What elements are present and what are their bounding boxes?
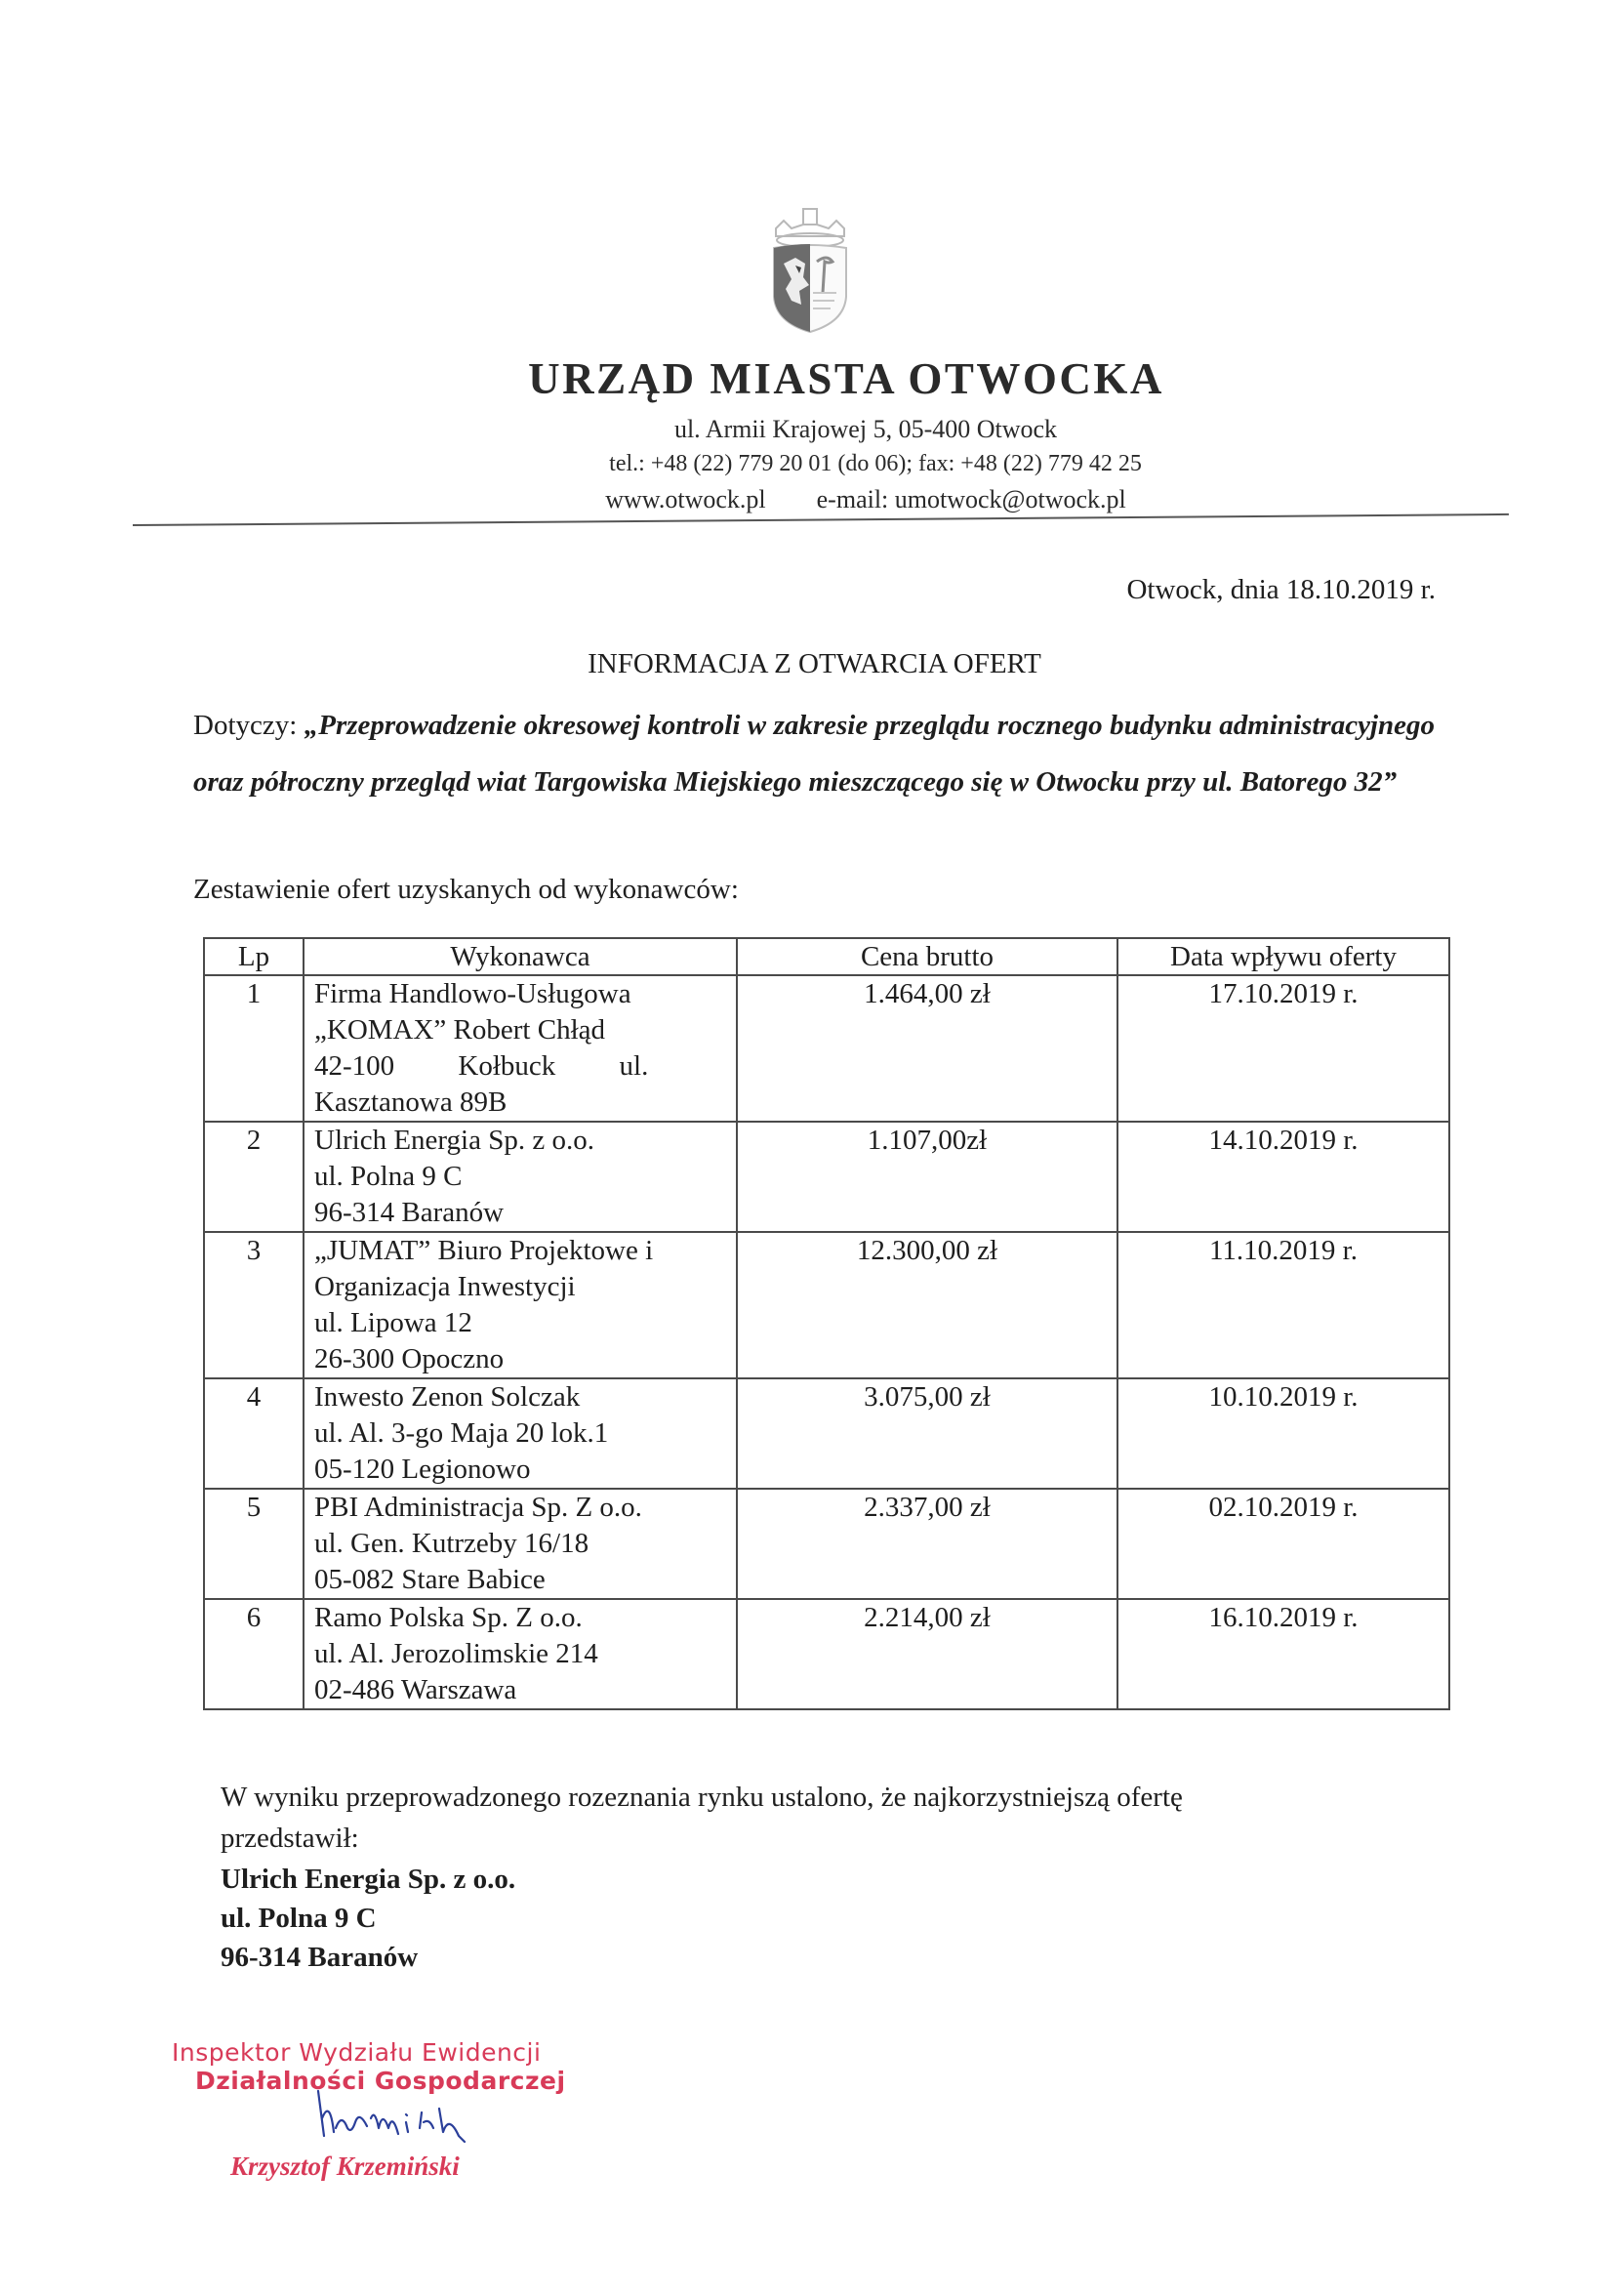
table-row — [204, 1599, 1449, 1709]
stamp-department: Działalności Gospodarczej — [195, 2067, 566, 2095]
cell-contractor — [304, 1599, 737, 1709]
office-phone-fax: tel.: +48 (22) 779 20 01 (do 06); fax: +48 (22) 779 42 25 — [609, 451, 1142, 476]
winner-city: 96-314 Baranów — [221, 1942, 419, 1973]
contractor-line: 42-100 Kołbuck ul. — [314, 1050, 649, 1082]
contractor-line: ul. Lipowa 12 — [314, 1307, 472, 1338]
table-row — [204, 975, 1449, 1122]
contractor-line: Ramo Polska Sp. Z o.o. — [314, 1602, 583, 1633]
contractor-line: ul. Gen. Kutrzeby 16/18 — [314, 1528, 589, 1559]
contractor-line: „JUMAT” Biuro Projektowe i — [314, 1235, 654, 1266]
website-link[interactable]: www.otwock.pl — [605, 485, 766, 513]
header-divider — [133, 513, 1509, 526]
contractor-line: ul. Polna 9 C — [314, 1161, 463, 1192]
document-subject — [193, 697, 1435, 810]
cell-lp: 2 — [204, 1122, 304, 1232]
handwritten-signature-icon — [312, 2089, 508, 2144]
cell-price: 3.075,00 zł — [737, 1378, 1117, 1489]
contractor-line: 05-120 Legionowo — [314, 1454, 531, 1485]
table-header-row — [204, 938, 1449, 975]
cell-price: 2.337,00 zł — [737, 1489, 1117, 1599]
cell-date: 11.10.2019 r. — [1117, 1232, 1449, 1378]
office-name: URZĄD MIASTA OTWOCKA — [528, 354, 1164, 403]
contractor-line: Firma Handlowo-Usługowa — [314, 978, 631, 1009]
cell-date: 10.10.2019 r. — [1117, 1378, 1449, 1489]
subject-label: Dotyczy: — [193, 710, 304, 741]
cell-price: 1.464,00 zł — [737, 975, 1117, 1122]
header-date: Data wpływu oferty — [1117, 938, 1449, 975]
contractor-line: 26-300 Opoczno — [314, 1343, 505, 1374]
cell-lp: 1 — [204, 975, 304, 1122]
cell-lp: 5 — [204, 1489, 304, 1599]
contractor-line: PBI Administracja Sp. Z o.o. — [314, 1492, 642, 1523]
cell-contractor — [304, 1489, 737, 1599]
office-address: ul. Armii Krajowej 5, 05-400 Otwock — [673, 415, 1058, 443]
cell-date: 16.10.2019 r. — [1117, 1599, 1449, 1709]
cell-date: 02.10.2019 r. — [1117, 1489, 1449, 1599]
office-contact — [0, 485, 1624, 514]
stamp-position: Inspektor Wydziału Ewidencji — [172, 2038, 542, 2067]
cell-price: 1.107,00zł — [737, 1122, 1117, 1232]
cell-contractor — [304, 975, 737, 1122]
header-contractor: Wykonawca — [304, 938, 737, 975]
winner-street: ul. Polna 9 C — [221, 1903, 377, 1934]
contractor-line: Inwesto Zenon Solczak — [314, 1381, 581, 1413]
contractor-line: ul. Al. 3-go Maja 20 lok.1 — [314, 1417, 609, 1449]
offers-table — [203, 937, 1450, 1710]
contractor-line: „KOMAX” Robert Chłąd — [314, 1014, 606, 1046]
contractor-line: Ulrich Energia Sp. z o.o. — [314, 1125, 594, 1156]
subject-text: „Przeprowadzenie okresowej kontroli w zakresie przeglądu rocznego budynku administracyjnego oraz półroczny przegląd wiat Targowiska Miejskiego mieszczącego się w Otwocku przy ul. Batorego 32” — [193, 710, 1435, 798]
cell-lp: 4 — [204, 1378, 304, 1489]
email-link[interactable]: e-mail: umotwock@otwock.pl — [816, 485, 1126, 513]
table-intro: Zestawienie ofert uzyskanych od wykonawców: — [193, 874, 739, 905]
table-row — [204, 1232, 1449, 1378]
contractor-line: Organizacja Inwestycji — [314, 1271, 576, 1302]
header-price: Cena brutto — [737, 938, 1117, 975]
contractor-line: 96-314 Baranów — [314, 1197, 505, 1228]
coat-of-arms-icon — [766, 207, 854, 334]
cell-lp: 6 — [204, 1599, 304, 1709]
cell-price: 12.300,00 zł — [737, 1232, 1117, 1378]
cell-date: 17.10.2019 r. — [1117, 975, 1449, 1122]
place-and-date: Otwock, dnia 18.10.2019 r. — [1126, 574, 1436, 605]
winning-offer — [221, 1860, 515, 1977]
contractor-line: Kasztanowa 89B — [314, 1086, 508, 1118]
stamp-name: Krzysztof Krzemiński — [230, 2152, 460, 2181]
cell-date: 14.10.2019 r. — [1117, 1122, 1449, 1232]
cell-contractor — [304, 1122, 737, 1232]
header-lp: Lp — [204, 938, 304, 975]
document-title: INFORMACJA Z OTWARCIA OFERT — [588, 648, 1041, 679]
contractor-line: 05-082 Stare Babice — [314, 1564, 546, 1595]
table-row — [204, 1122, 1449, 1232]
winner-name: Ulrich Energia Sp. z o.o. — [221, 1864, 516, 1895]
cell-contractor — [304, 1232, 737, 1378]
cell-lp: 3 — [204, 1232, 304, 1378]
cell-price: 2.214,00 zł — [737, 1599, 1117, 1709]
contractor-line: 02-486 Warszawa — [314, 1674, 517, 1705]
table-row — [204, 1378, 1449, 1489]
conclusion-text: W wyniku przeprowadzonego rozeznania rynku ustalono, że najkorzystniejszą ofertę przedstawił: — [221, 1782, 1183, 1854]
table-row — [204, 1489, 1449, 1599]
contractor-line: ul. Al. Jerozolimskie 214 — [314, 1638, 598, 1669]
cell-contractor — [304, 1378, 737, 1489]
